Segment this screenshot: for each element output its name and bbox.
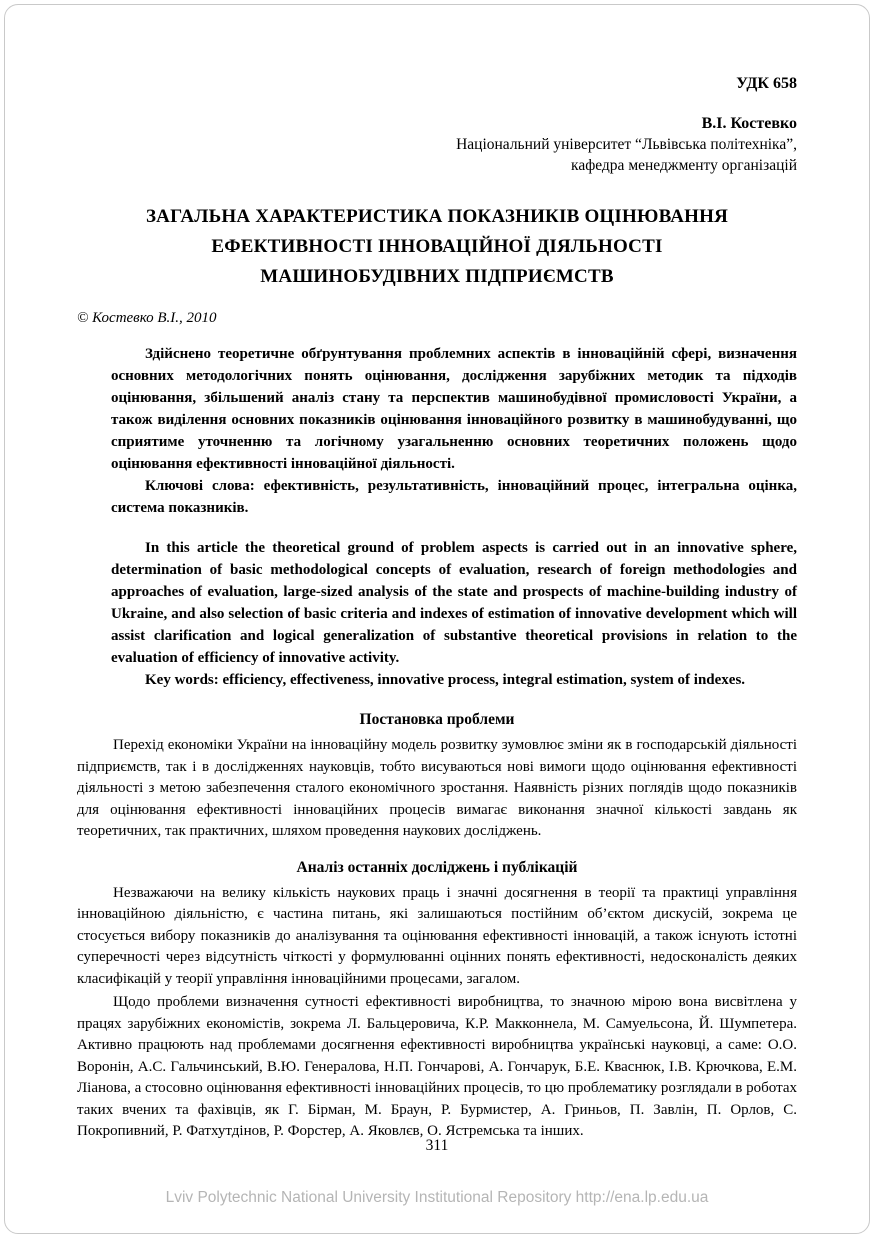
copyright-line: © Костевко В.І., 2010 — [77, 310, 217, 326]
author-name: В.І. Костевко — [701, 115, 797, 132]
section-heading: Постановка проблеми — [359, 711, 515, 728]
abstract-english-text: In this article the theoretical ground of problem aspects is carried out in an innovative sphere, determination of basic methodological concepts of evaluation, research of foreign methodologies and approaches of evaluation, large-sized analysis of the state and prospects of machine-building industry of Ukraine, and also selection of basic criteria and indexes of estimation of innovative development which will assist clarification and logical generalization of substantive theoretical provisions in relation to the evaluation of efficiency of innovative activity. — [111, 540, 797, 666]
abstract-english — [111, 537, 797, 691]
repository-watermark: Lviv Polytechnic National University Institutional Repository http://ena.lp.edu.ua — [165, 1189, 709, 1206]
page-number: 311 — [425, 1137, 449, 1154]
section-paragraph: Незважаючи на велику кількість наукових праць і значні досягнення в теорії та практиці управління інноваційною діяльністю, є частина питань, які залишаються постійним об’єктом дискусій, зокрема це стосується вибору показників до аналізування та оцінювання ефективності інновацій, а також існують істотні суперечності через відсутність чіткості у формулюванні оцінних понять ефективності, недосконалість деяких класифікацій у теорії управління інноваційними процесами, загалом. — [77, 884, 797, 987]
affiliation-university: Національний університет “Львівська політехніка”, — [456, 136, 797, 153]
section-literature-review — [77, 857, 797, 1143]
udc-number: УДК 658 — [736, 75, 797, 92]
section-problem-statement — [77, 709, 797, 843]
section-paragraph: Щодо проблеми визначення сутності ефективності виробництва, то значною мірою вона висвітлена у працях зарубіжних економістів, зокрема Л. Бальцеровича, К.Р. Макконнела, М. Самуельсона, Й. Шумпетера. Активно працюють над проблемами досягнення ефективності виробництва українські науковці, а саме: О.О. Воронін, А.С. Гальчинський, В.Ю. Генералова, Н.П. Гончарові, А. Гончарук, Б.Е. Кваснюк, І.В. Крючкова, Е.М. Ліанова, а стосовно оцінювання ефективності інноваційних процесів, то цю проблематику розглядали в роботах таких вчених та фахівців, як Г. Бірман, М. Браун, Р. Бурмистер, А. Гриньов, П. Завлін, П. Орлов, С. Покропивний, Р. Фатхутдінов, Р. Форстер, А. Яковлєв, О. Ястремська та інших. — [77, 994, 797, 1139]
section-heading: Аналіз останніх досліджень і публікацій — [296, 858, 578, 876]
abstract-english-keywords: Key words: efficiency, effectiveness, innovative process, integral estimation, system of indexes. — [145, 672, 746, 688]
paper-header — [77, 75, 797, 176]
section-paragraph: Перехід економіки України на інноваційну модель розвитку зумовлює зміни як в господарській діяльності підприємств, так і в дослідженнях науковців, тобто висуваються нові вимоги щодо оцінювання ефективності діяльності з метою забезпечення сталого економічного зростання. Наявність різних поглядів щодо показників для оцінювання ефективності інноваційних процесів вимагає виконання значної кількості завдань як теоретичних, так практичних, шляхом проведення наукових досліджень. — [77, 737, 797, 839]
abstract-ukrainian-text: Здійснено теоретичне обґрунтування проблемних аспектів в інноваційній сфері, визначення основних методологічних понять оцінювання, дослідження зарубіжних методик та підходів оцінювання, збільшений аналіз стану та перспектив машинобудівної промисловості України, а також виділення основних показників оцінювання інноваційного розвитку в машинобудуванні, що сприятиме уточненню та логічному узагальненню основних теоретичних положень щодо оцінювання ефективності інноваційної діяльності. — [111, 346, 797, 472]
abstract-ukrainian-keywords: Ключові слова: ефективність, результативність, інноваційний процес, інтегральна оцінка, система показників. — [111, 478, 797, 516]
paper-page — [4, 4, 870, 1234]
abstract-ukrainian — [111, 343, 797, 519]
paper-title: ЗАГАЛЬНА ХАРАКТЕРИСТИКА ПОКАЗНИКІВ ОЦІНЮВАННЯ ЕФЕКТИВНОСТІ ІННОВАЦІЙНОЇ ДІЯЛЬНОСТІ МАШИНОБУДІВНИХ ПІДПРИЄМСТВ — [145, 206, 729, 287]
affiliation-department: кафедра менеджменту організацій — [571, 157, 797, 174]
